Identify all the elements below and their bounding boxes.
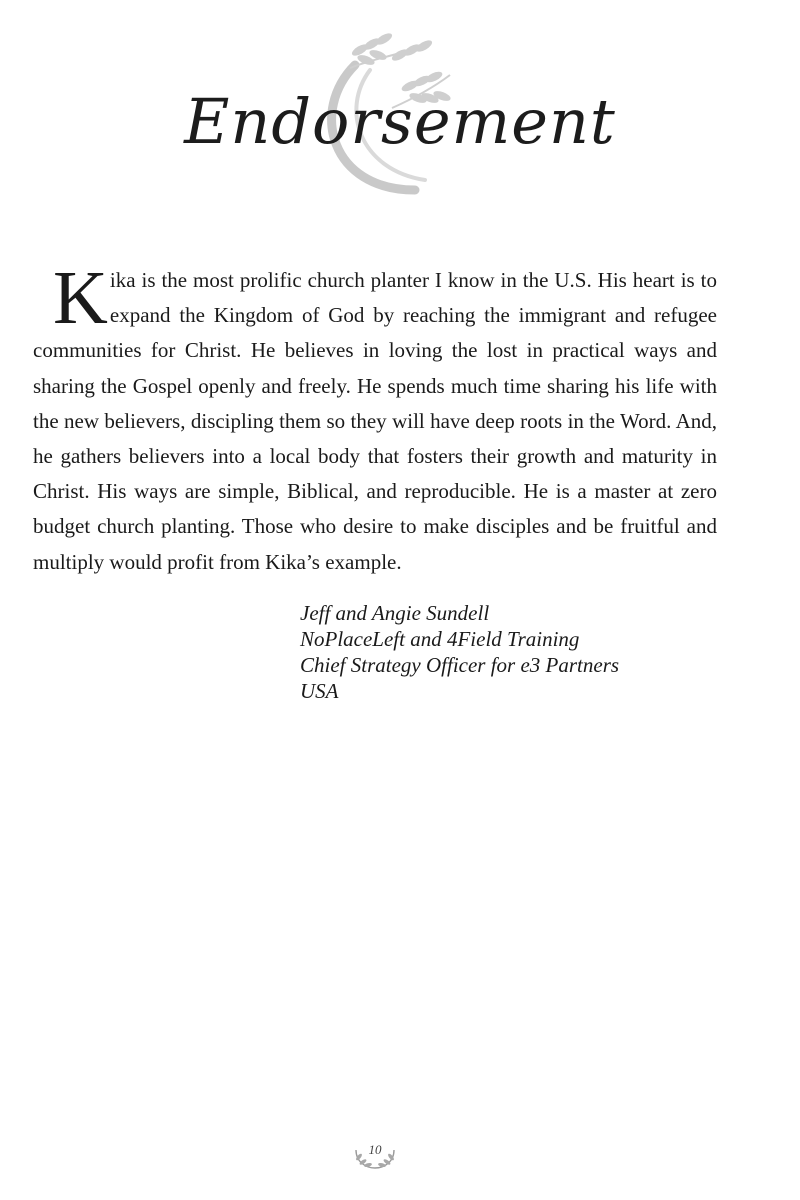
page-footer: [350, 1138, 400, 1176]
endorsement-paragraph: [33, 256, 717, 580]
page-number: 10: [368, 1142, 382, 1157]
endorsement-text: ika is the most prolific church planter I know in the U.S. His heart is to expand the Kingdom of God by reaching the immigrant and refugee communities for Christ. He believes in loving the lost in practical ways and sharing the Gospel openly and freely. He spends much time sharing his life with the new believers, discipling them so they will have deep roots in the Word. And, he gathers believers into a local body that fosters their growth and maturity in Christ. His ways are simple, Biblical, and reproducible. He is a master at zero budget church planting. Those who desire to make disciples and be fruitful and multiply would profit from Kika’s example.: [33, 268, 717, 574]
signature-name: Jeff and Angie Sundell: [300, 601, 490, 625]
signature-country: USA: [300, 679, 339, 703]
signature-organization: NoPlaceLeft and 4Field Training: [300, 627, 580, 651]
page-title: Endorsement: [184, 85, 616, 158]
signature-role: Chief Strategy Officer for e3 Partners: [300, 653, 620, 677]
drop-cap: K: [53, 256, 108, 340]
signature-block: [300, 600, 619, 704]
